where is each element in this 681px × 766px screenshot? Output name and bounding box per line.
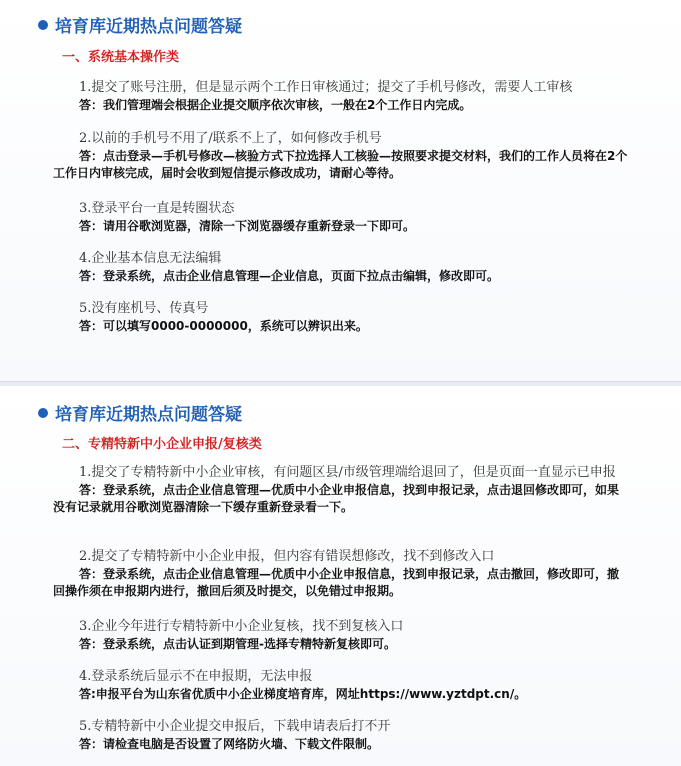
bullet-icon: [38, 408, 48, 418]
qa-item: [53, 548, 629, 600]
section-heading: 二、专精特新中小企业申报/复核类: [62, 437, 262, 452]
answer: 答：请检查电脑是否设置了网络防火墙、下载文件限制。: [79, 737, 380, 751]
qa-item: [65, 718, 629, 753]
answer: 答：可以填写0000-0000000，系统可以辨识出来。: [79, 319, 368, 333]
answer: 答：请用谷歌浏览器，清除一下浏览器缓存重新登录一下即可。: [79, 219, 416, 233]
panel-title: 培育库近期热点问题答疑: [38, 12, 242, 37]
qa-item: [65, 300, 629, 335]
section-heading: 一、系统基本操作类: [62, 50, 180, 65]
question: 4.企业基本信息无法编辑: [79, 251, 222, 266]
answer: 答：登录系统，点击企业信息管理—优质中小企业申报信息，找到申报记录，点击退回修改即可，如果没有记录就用谷歌浏览器清除一下缓存重新登录看一下。: [53, 483, 620, 514]
question: 1.提交了专精特新中小企业审核，有问题区县/市级管理端给退回了，但是页面一直显示已申报: [79, 465, 616, 480]
faq-panel-specialized: [0, 386, 681, 766]
answer: 答：登录系统，点击企业信息管理—企业信息，页面下拉点击编辑，修改即可。: [79, 269, 500, 283]
question: 5.没有座机号、传真号: [79, 301, 209, 316]
qa-item: [65, 668, 629, 703]
qa-item: [65, 79, 629, 114]
qa-item: [65, 200, 629, 235]
qa-item: [53, 464, 629, 516]
answer: 答：我们管理端会根据企业提交顺序依次审核，一般在2个工作日内完成。: [79, 98, 472, 112]
answer: 答：登录系统，点击认证到期管理-选择专精特新复核即可。: [79, 637, 396, 651]
bullet-icon: [38, 20, 48, 30]
qa-item: [65, 250, 629, 285]
question: 5.专精特新中小企业提交申报后，下载申请表后打不开: [79, 719, 391, 734]
question: 1.提交了账号注册，但是显示两个工作日审核通过；提交了手机号修改，需要人工审核: [79, 80, 573, 95]
question: 3.企业今年进行专精特新中小企业复核，找不到复核入口: [79, 619, 404, 634]
answer: 答：登录系统，点击企业信息管理—优质中小企业申报信息，找到申报记录，点击撤回，修改即可，撤回操作须在申报期内进行，撤回后须及时提交，以免错过申报期。: [53, 567, 620, 598]
question: 3.登录平台一直是转圈状态: [79, 201, 235, 216]
question: 2.以前的手机号不用了/联系不上了，如何修改手机号: [79, 131, 382, 146]
answer: 答：点击登录—手机号修改—核验方式下拉选择人工核验—按照要求提交材料，我们的工作人员将在2个工作日内审核完成，届时会收到短信提示修改成功，请耐心等待。: [53, 149, 628, 180]
qa-item: [53, 130, 629, 182]
qa-item: [65, 618, 629, 653]
question: 4.登录系统后显示不在申报期，无法申报: [79, 669, 313, 684]
panel-title: 培育库近期热点问题答疑: [38, 400, 242, 425]
answer: 答:申报平台为山东省优质中小企业梯度培育库，网址https://www.yztdpt.cn/。: [79, 687, 527, 701]
question: 2.提交了专精特新中小企业申报，但内容有错误想修改，找不到修改入口: [79, 549, 495, 564]
faq-panel-system: [0, 0, 681, 382]
